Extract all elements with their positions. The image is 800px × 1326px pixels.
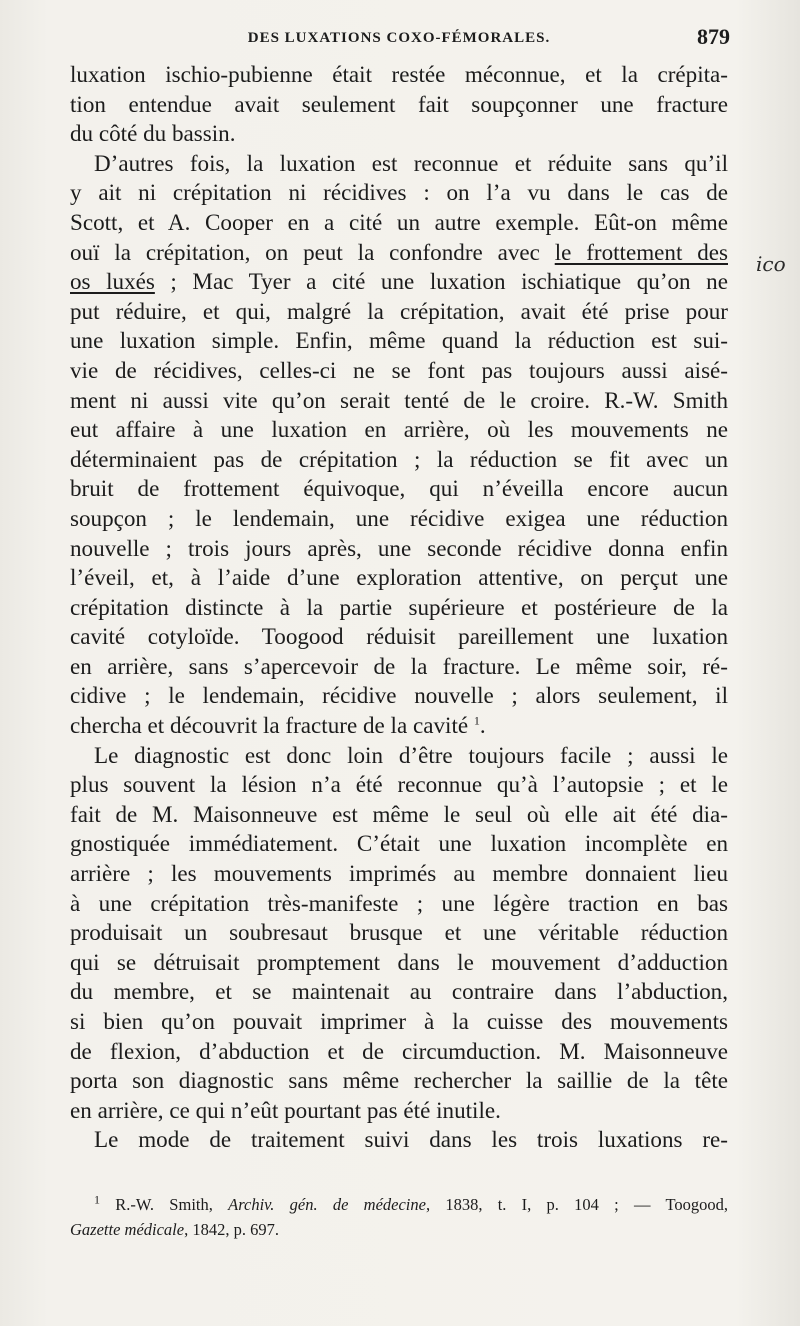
page-number: 879 — [697, 24, 730, 49]
text-run: ; Mac Tyer a cité une luxation ischiatique qu’on ne — [154, 268, 728, 295]
footnote-line — [70, 1217, 728, 1242]
text-line: eut affaire à une luxation en arrière, où les mouvements ne — [70, 416, 728, 443]
text-line: en arrière, ce qui n’eût pourtant pas été inutile. — [70, 1096, 501, 1123]
text-line: crépitation distincte à la partie supérieure et postérieure de la — [70, 593, 728, 620]
body-text — [70, 60, 728, 1155]
text-run: R.-W. Smith, — [100, 1195, 229, 1214]
footnote — [70, 1192, 728, 1242]
text-line: gnostiquée immédiatement. C’était une luxation incomplète en — [70, 830, 728, 857]
text-line: produisait un soubresaut brusque et une véritable réduction — [70, 919, 728, 946]
text-run: , 1838, t. I, p. 104 ; — Toogood, — [425, 1195, 729, 1214]
text-line: si bien qu’on pouvait imprimer à la cuisse des mouvements — [70, 1008, 728, 1034]
text-line: nouvelle ; trois jours après, une seconde récidive donna enfin — [70, 534, 728, 561]
text-run: ouï la crépitation, on peut la confondre avec — [70, 238, 555, 265]
text-line: de flexion, d’abduction et de circumduction. M. Maisonneuve — [70, 1037, 728, 1064]
text-run: , 1842, p. 697. — [184, 1220, 279, 1239]
text-line: qui se détruisait promptement dans le mouvement d’adduction — [70, 948, 728, 975]
text-line: plus souvent la lésion n’a été reconnue qu’à l’autopsie ; et le — [70, 771, 728, 798]
text-line: Le mode de traitement suivi dans les trois luxations re- — [94, 1126, 728, 1153]
text-line: ment ni aussi vite qu’on serait tenté de le croire. R.-W. Smith — [70, 386, 728, 413]
text-line: porta son diagnostic sans même rechercher la saillie de la tête — [70, 1067, 728, 1094]
text-line: du côté du bassin. — [70, 120, 236, 147]
text-line: cidive ; le lendemain, récidive nouvelle ; alors seulement, il — [70, 682, 728, 709]
text-line — [70, 711, 728, 741]
text-line: arrière ; les mouvements imprimés au membre donnaient lieu — [70, 860, 728, 887]
text-line: une luxation simple. Enfin, même quand la réduction est sui- — [70, 327, 728, 354]
running-head-title: DES LUXATIONS COXO-FÉMORALES. — [247, 30, 551, 46]
text-line — [70, 267, 728, 297]
text-line: déterminaient pas de crépitation ; la réduction se fit avec un — [70, 445, 728, 472]
text-line — [70, 238, 728, 268]
text-line: soupçon ; le lendemain, une récidive exigea une réduction — [70, 504, 728, 531]
text-line: put réduire, et qui, malgré la crépitation, avait été prise pour — [70, 297, 728, 324]
handwritten-margin-note: ico — [756, 252, 786, 276]
text-line: Le diagnostic est donc loin d’être toujours facile ; aussi le — [94, 741, 728, 768]
text-line: D’autres fois, la luxation est reconnue et réduite sans qu’il — [94, 149, 728, 176]
text-run: chercha et découvrit la fracture de la cavité — [70, 712, 469, 739]
footnote-reference: 1 — [473, 713, 480, 728]
text-line: bruit de frottement équivoque, qui n’éveilla encore aucun — [70, 475, 728, 502]
underlined-text: os luxés — [70, 268, 155, 295]
underlined-text: le frottement des — [554, 238, 728, 265]
journal-title: Archiv. gén. de médecine — [228, 1195, 426, 1214]
text-line: tion entendue avait seulement fait soupçonner une fracture — [70, 90, 728, 117]
running-head — [68, 24, 730, 56]
text-line: luxation ischio-pubienne était restée méconnue, et la crépita- — [70, 61, 728, 87]
text-line: cavité cotyloïde. Toogood réduisit pareillement une luxation — [70, 623, 728, 650]
text-line: fait de M. Maisonneuve est même le seul où elle ait été dia- — [70, 800, 728, 827]
text-line: à une crépitation très-manifeste ; une légère traction en bas — [70, 889, 728, 916]
text-line: en arrière, sans s’apercevoir de la fracture. Le même soir, ré- — [70, 652, 728, 679]
text-line: Scott, et A. Cooper en a cité un autre exemple. Eût-on même — [70, 208, 728, 235]
journal-title: Gazette médicale — [70, 1220, 185, 1239]
footnote-line — [70, 1192, 728, 1217]
text-line: vie de récidives, celles-ci ne se font pas toujours aussi aisé- — [70, 356, 728, 383]
text-run: . — [479, 712, 486, 739]
text-line: l’éveil, et, à l’aide d’une exploration attentive, on perçut une — [70, 564, 728, 591]
text-line: du membre, et se maintenait au contraire dans l’abduction, — [70, 978, 728, 1005]
footnote-marker: 1 — [94, 1192, 100, 1207]
text-line: y ait ni crépitation ni récidives : on l’a vu dans le cas de — [70, 179, 728, 206]
